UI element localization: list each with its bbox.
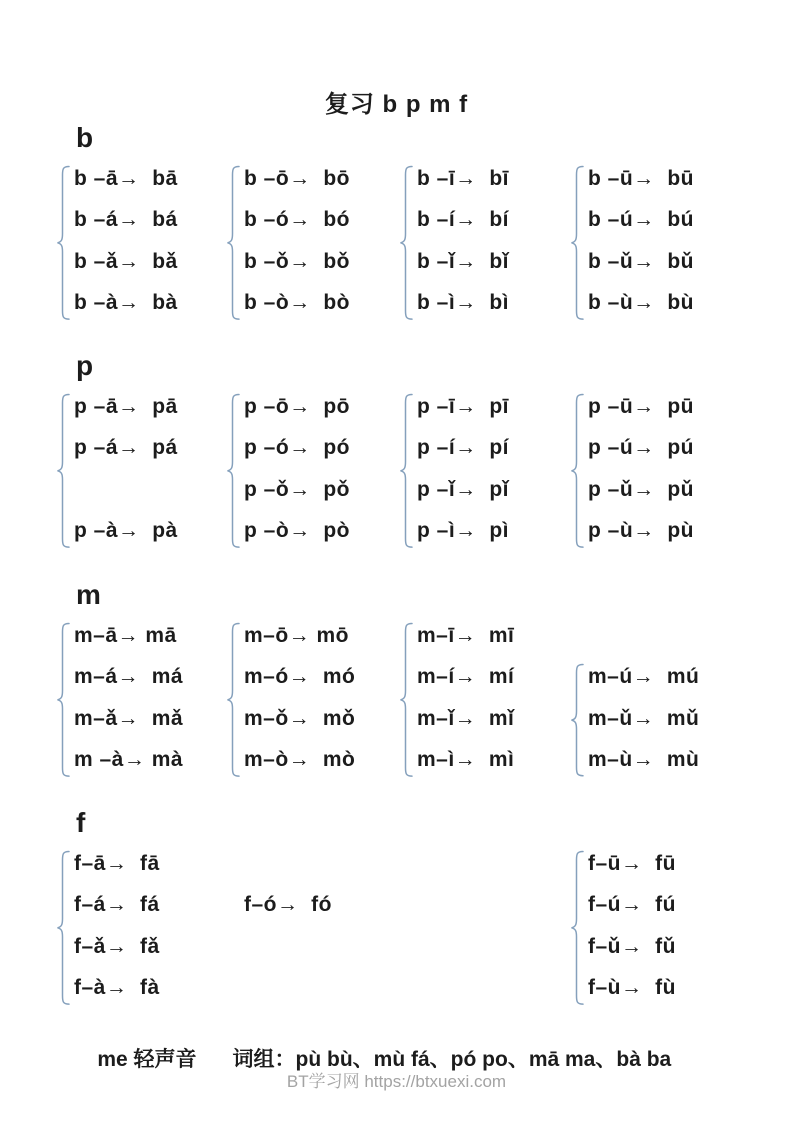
left-curly-brace-icon — [570, 850, 584, 1006]
pinyin-row — [74, 469, 228, 510]
pinyin-row: m–ǔ→ mǔ — [588, 706, 700, 730]
pinyin-row: m–á→ má — [74, 665, 184, 689]
phrase-list: 词组：pù bù、mù fá、pó po、mā ma、bà ba — [232, 1048, 672, 1071]
pinyin-row: b –ǎ→ bǎ — [74, 249, 178, 273]
column-rows — [56, 158, 228, 324]
pinyin-row — [244, 843, 398, 884]
column-rows — [399, 615, 571, 781]
section-header-f: f — [76, 807, 86, 838]
pinyin-row: m–ú→ mú — [588, 665, 700, 689]
pinyin-row: p –ǒ→ pǒ — [244, 477, 350, 501]
left-curly-brace-icon — [226, 165, 240, 321]
pinyin-row: m–ǐ→ mǐ — [417, 706, 515, 730]
column-rows — [399, 843, 571, 1009]
section-header-p: p — [76, 350, 94, 381]
syllable-column — [399, 158, 571, 324]
pinyin-row: m –à→ mà — [74, 748, 184, 772]
pinyin-row: b –ó→ bó — [244, 208, 350, 232]
column-rows — [56, 615, 228, 781]
pinyin-row: p –ì→ pì — [417, 519, 510, 543]
pinyin-row: f–à→ fà — [74, 976, 160, 1000]
pinyin-row: f–ā→ fā — [74, 852, 160, 875]
pinyin-row: f–á→ fá — [74, 893, 160, 917]
pinyin-row: b –ū→ bū — [588, 167, 694, 190]
syllable-column — [399, 615, 571, 781]
syllable-column — [226, 615, 398, 781]
left-curly-brace-icon — [570, 663, 584, 777]
column-rows — [226, 158, 398, 324]
left-curly-brace-icon — [399, 622, 413, 778]
left-curly-brace-icon — [226, 622, 240, 778]
pinyin-row: m–ù→ mù — [588, 748, 700, 772]
pinyin-row: p –ī→ pī — [417, 395, 510, 418]
pinyin-row: p –á→ pá — [74, 436, 178, 460]
section-header-m: m — [76, 579, 101, 610]
pinyin-row: m–í→ mí — [417, 665, 515, 689]
left-curly-brace-icon — [399, 393, 413, 549]
page-title: 复习 b p m f — [324, 91, 469, 118]
syllable-column — [399, 843, 571, 1009]
column-rows — [570, 615, 742, 781]
pinyin-row — [417, 884, 571, 925]
left-curly-brace-icon — [399, 165, 413, 321]
pinyin-row: p –ā→ pā — [74, 395, 178, 418]
pinyin-row: b –ǐ→ bǐ — [417, 249, 510, 273]
column-rows — [226, 843, 398, 1009]
pinyin-row: b –ì→ bì — [417, 291, 510, 315]
pinyin-row: m–ā→ mā — [74, 624, 177, 647]
column-rows — [570, 843, 742, 1009]
pinyin-row: p –à→ pà — [74, 519, 178, 543]
pinyin-row: b –à→ bà — [74, 291, 178, 315]
pinyin-row: p –ǐ→ pǐ — [417, 477, 510, 501]
pinyin-row: p –ù→ pù — [588, 519, 694, 543]
pinyin-row: b –ù→ bù — [588, 291, 694, 315]
syllable-column — [570, 158, 742, 324]
section-m — [0, 579, 793, 781]
pinyin-row: f–ū→ fū — [588, 852, 676, 875]
section-header-b: b — [76, 122, 94, 153]
syllable-column — [56, 158, 228, 324]
left-curly-brace-icon — [570, 393, 584, 549]
column-rows — [56, 843, 228, 1009]
pinyin-row — [244, 967, 398, 1008]
pinyin-row: f–ù→ fù — [588, 976, 676, 1000]
pinyin-row: m–ǒ→ mǒ — [244, 706, 356, 730]
light-tone-label: me 轻声音 — [97, 1048, 197, 1071]
pinyin-row: b –í→ bí — [417, 208, 510, 232]
pinyin-row — [417, 843, 571, 884]
column-rows — [399, 386, 571, 552]
section-p — [0, 350, 793, 552]
left-curly-brace-icon — [56, 622, 70, 778]
left-curly-brace-icon — [226, 393, 240, 549]
column-rows — [399, 158, 571, 324]
syllable-column — [570, 386, 742, 552]
pinyin-row: b –ī→ bī — [417, 167, 510, 190]
pinyin-row: f–ǔ→ fǔ — [588, 934, 676, 958]
syllable-column — [56, 386, 228, 552]
section-f — [0, 807, 793, 1009]
pinyin-row: f–ǎ→ fǎ — [74, 934, 160, 958]
pinyin-row: b –ò→ bò — [244, 291, 350, 315]
pinyin-row: m–ò→ mò — [244, 748, 356, 772]
pinyin-row: m–ì→ mì — [417, 748, 515, 772]
syllable-column — [226, 843, 398, 1009]
left-curly-brace-icon — [570, 165, 584, 321]
pinyin-row: b –ō→ bō — [244, 167, 350, 190]
pinyin-row: m–ō→ mō — [244, 624, 350, 647]
left-curly-brace-icon — [56, 393, 70, 549]
column-rows — [226, 386, 398, 552]
pinyin-row: b –ǔ→ bǔ — [588, 249, 694, 273]
pinyin-row: f–ó→ fó — [244, 893, 332, 917]
pinyin-row: f–ú→ fú — [588, 893, 676, 917]
pinyin-row — [588, 615, 742, 656]
pinyin-row: p –í→ pí — [417, 436, 510, 460]
pinyin-row: b –á→ bá — [74, 208, 178, 232]
pinyin-row: m–ó→ mó — [244, 665, 356, 689]
syllable-column — [226, 386, 398, 552]
left-curly-brace-icon — [56, 850, 70, 1006]
footer-credit: BT学习网 https://btxuexi.com — [286, 1072, 507, 1091]
syllable-column — [56, 615, 228, 781]
pinyin-row: b –ǒ→ bǒ — [244, 249, 350, 273]
pinyin-row: m–ī→ mī — [417, 624, 515, 647]
column-rows — [570, 386, 742, 552]
syllable-column — [226, 158, 398, 324]
syllable-column — [399, 386, 571, 552]
column-rows — [570, 158, 742, 324]
pinyin-row: p –ū→ pū — [588, 395, 694, 418]
pinyin-row: p –ō→ pō — [244, 395, 350, 418]
pinyin-row: p –ó→ pó — [244, 436, 350, 460]
syllable-column — [570, 843, 742, 1009]
pinyin-row: p –ú→ pú — [588, 436, 694, 460]
syllable-column — [570, 615, 742, 781]
pinyin-row: b –ā→ bā — [74, 167, 178, 190]
left-curly-brace-icon — [56, 165, 70, 321]
column-rows — [226, 615, 398, 781]
column-rows — [56, 386, 228, 552]
syllable-column — [56, 843, 228, 1009]
pinyin-row — [417, 967, 571, 1008]
pinyin-row — [417, 926, 571, 967]
pinyin-row — [244, 926, 398, 967]
pinyin-row: m–ǎ→ mǎ — [74, 706, 184, 730]
section-b — [0, 122, 793, 324]
pinyin-row: p –ò→ pò — [244, 519, 350, 543]
pinyin-row: p –ǔ→ pǔ — [588, 477, 694, 501]
pinyin-row: b –ú→ bú — [588, 208, 694, 232]
